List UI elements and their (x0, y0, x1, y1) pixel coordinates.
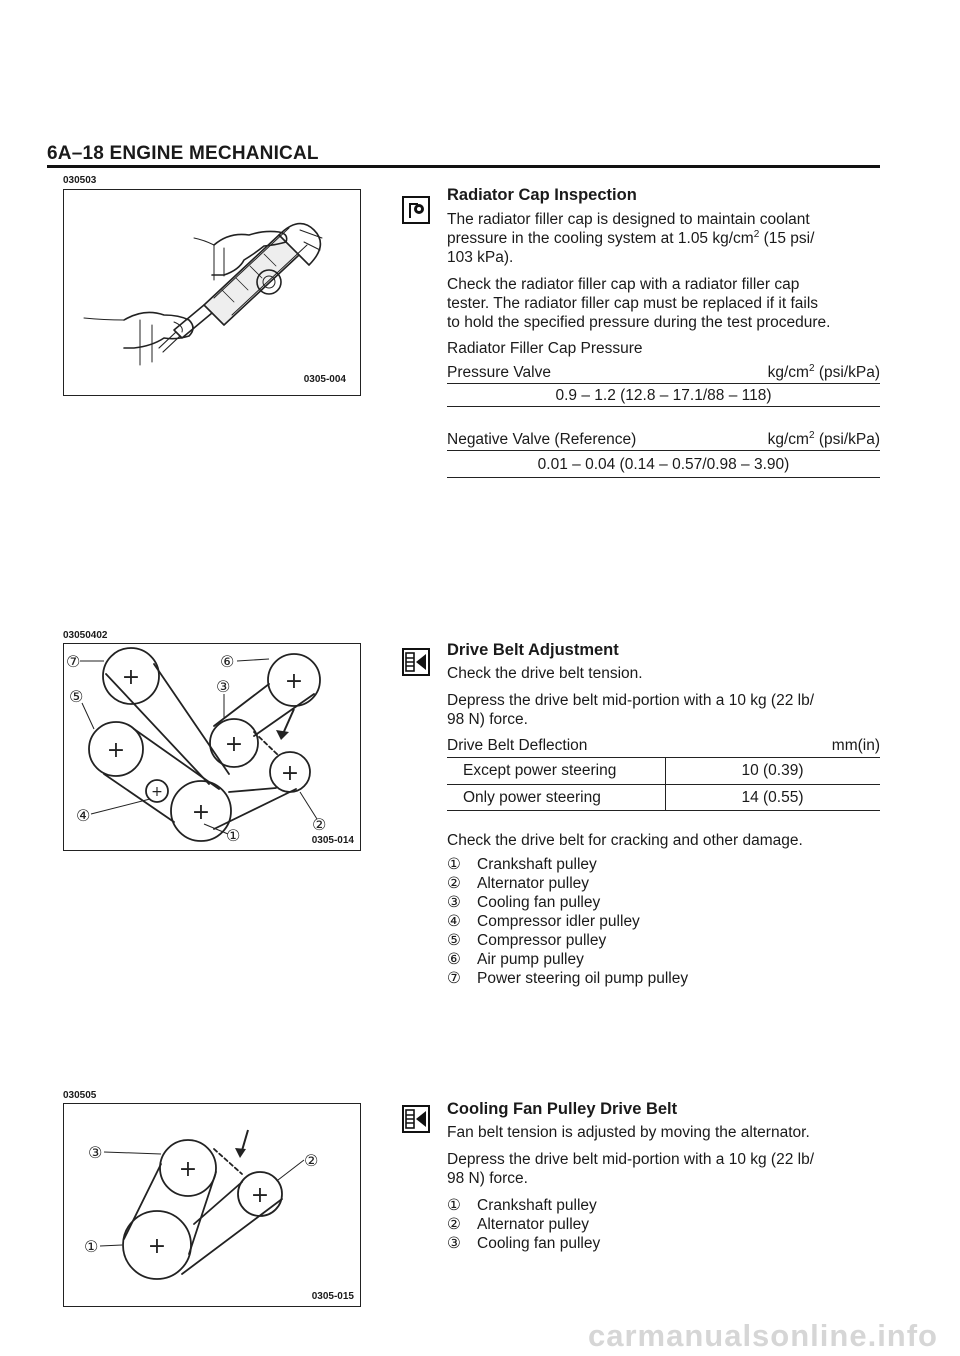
svg-text:+: + (250, 1183, 270, 1208)
deflection-row-2-value: 14 (0.55) (741, 789, 804, 806)
deflection-row-2-label: Only power steering (463, 789, 601, 806)
svg-text:+: + (191, 800, 211, 825)
svg-text:+: + (284, 669, 304, 694)
pressure-valve-rule-top (447, 383, 880, 384)
radiator-cap-para-1a: The radiator filler cap is designed to maintain coolant (447, 211, 810, 228)
drive-belt-para-3: Check the drive belt for cracking and other damage. (447, 832, 803, 849)
callout-3: ③ (216, 677, 231, 696)
figure-1-radiator-cap-tester (63, 189, 361, 396)
fan-belt-para-2a: Depress the drive belt mid-portion with a 10 kg (22 lb/ (447, 1151, 815, 1168)
drive-belt-part-1: ① Crankshaft pulley (447, 856, 597, 873)
radiator-cap-tester-illustration (64, 190, 360, 395)
drive-belt-layout-diagram (64, 644, 360, 850)
radiator-cap-title: Radiator Cap Inspection (447, 186, 637, 204)
deflection-table-title: Drive Belt Deflection (447, 737, 588, 754)
callout-7: ⑦ (66, 652, 81, 671)
radiator-cap-para-2a: Check the radiator filler cap with a radiator filler cap (447, 276, 800, 293)
figure-2-code: 0305-014 (311, 835, 354, 846)
svg-text:+: + (280, 761, 300, 786)
figure-3-code: 0305-015 (311, 1291, 354, 1302)
figure-1-id: 030503 (63, 175, 97, 186)
drive-belt-para-1: Check the drive belt tension. (447, 665, 643, 682)
deflection-table-unit: mm(in) (831, 737, 880, 754)
figure-1-code: 0305-004 (303, 374, 346, 385)
fan-belt-para-2b: 98 N) force. (447, 1170, 528, 1187)
deflection-row-1-value: 10 (0.39) (741, 762, 804, 779)
adjustment-icon (402, 648, 430, 676)
drive-belt-part-2: ② Alternator pulley (447, 875, 590, 892)
negative-valve-rule-bottom (447, 477, 880, 478)
fan-belt-part-2: ② Alternator pulley (447, 1216, 590, 1233)
deflection-table-rule-1 (447, 757, 880, 758)
callout-3: ③ (88, 1143, 103, 1162)
callout-2: ② (312, 815, 327, 834)
drive-belt-title: Drive Belt Adjustment (447, 641, 619, 659)
figure-3-id: 030505 (63, 1090, 97, 1101)
negative-valve-label: Negative Valve (Reference) (447, 431, 637, 448)
negative-valve-value: 0.01 – 0.04 (0.14 – 0.57/0.98 – 3.90) (537, 456, 790, 473)
drive-belt-para-2a: Depress the drive belt mid-portion with a 10 kg (22 lb/ (447, 692, 815, 709)
fan-belt-part-3: ③ Cooling fan pulley (447, 1235, 601, 1252)
figure-3-fan-belt-layout (63, 1103, 361, 1307)
radiator-cap-para-2c: to hold the specified pressure during the test procedure. (447, 314, 831, 331)
callout-5: ⑤ (69, 687, 84, 706)
page-header-title: 6A–18 ENGINE MECHANICAL (47, 143, 319, 164)
inspection-icon (402, 196, 430, 224)
drive-belt-part-3: ③ Cooling fan pulley (447, 894, 601, 911)
fan-belt-layout-diagram (64, 1104, 360, 1306)
watermark: carmanualsonline.info (587, 1318, 938, 1353)
drive-belt-part-4: ④ Compressor idler pulley (447, 913, 640, 930)
callout-6: ⑥ (220, 652, 235, 671)
adjustment-icon (402, 1105, 430, 1133)
header-rule (47, 165, 880, 168)
drive-belt-part-7: ⑦ Power steering oil pump pulley (447, 970, 689, 987)
drive-belt-para-2b: 98 N) force. (447, 711, 528, 728)
fan-belt-title: Cooling Fan Pulley Drive Belt (447, 1100, 678, 1118)
radiator-cap-para-2b: tester. The radiator filler cap must be replaced if it fails (447, 295, 819, 312)
pressure-valve-value: 0.9 – 1.2 (12.8 – 17.1/88 – 118) (555, 387, 772, 404)
negative-valve-unit: $kg/cm^2$ (psi/kPa) (767, 429, 880, 448)
fan-belt-para-1: Fan belt tension is adjusted by moving the alternator. (447, 1124, 810, 1141)
svg-text:+: + (151, 784, 163, 800)
pressure-valve-label: Pressure Valve (447, 364, 551, 381)
pressure-valve-rule-bottom (447, 406, 880, 407)
fan-belt-part-1: ① Crankshaft pulley (447, 1197, 597, 1214)
radiator-cap-spec-title: Radiator Filler Cap Pressure (447, 340, 643, 357)
radiator-cap-para-1c: 103 kPa). (447, 249, 514, 266)
deflection-table-rule-2 (447, 784, 880, 785)
deflection-table-rule-3 (447, 810, 880, 811)
callout-1: ① (226, 826, 241, 845)
pressure-valve-unit: $kg/cm^2$ (psi/kPa) (767, 362, 880, 381)
svg-text:+: + (224, 732, 244, 757)
callout-1: ① (84, 1237, 99, 1256)
figure-2-drive-belt-layout (63, 643, 361, 851)
callout-4: ④ (76, 806, 91, 825)
svg-text:+: + (106, 738, 126, 763)
drive-belt-part-6: ⑥ Air pump pulley (447, 951, 584, 968)
figure-2-id: 03050402 (63, 630, 108, 641)
drive-belt-part-5: ⑤ Compressor pulley (447, 932, 607, 949)
svg-text:+: + (147, 1234, 167, 1259)
negative-valve-rule-top (447, 450, 880, 451)
svg-text:+: + (121, 665, 141, 690)
svg-text:+: + (178, 1157, 198, 1182)
radiator-cap-para-1b: pressure in the cooling system at 1.05 $kg/cm^2$ (15 psi/ (447, 228, 815, 247)
deflection-row-1-label: Except power steering (463, 762, 617, 779)
deflection-table-divider (665, 758, 666, 810)
callout-2: ② (304, 1151, 319, 1170)
